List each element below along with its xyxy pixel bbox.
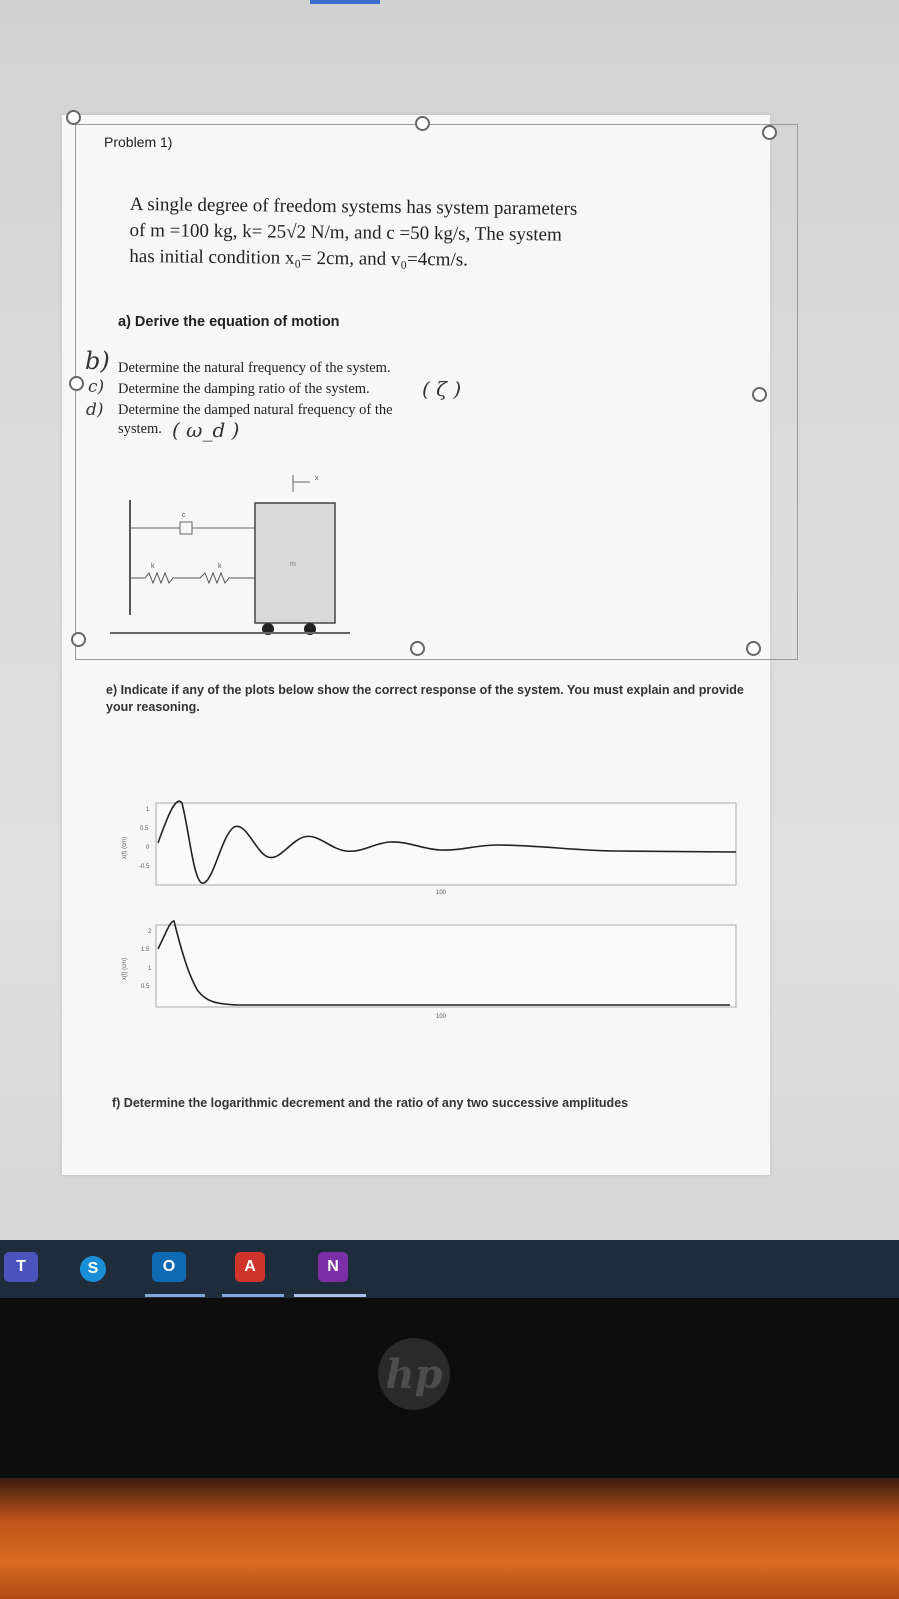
handwritten-d: d)	[86, 400, 104, 420]
open-app-indicator	[145, 1294, 205, 1297]
plot-2-tick: 1	[148, 966, 152, 972]
plot-2-tick: 2	[148, 929, 152, 935]
open-app-indicator	[222, 1294, 284, 1297]
statement-line: of m =100 kg, k= 25√2 N/m, and c =50 kg/s, The system	[129, 219, 562, 246]
active-app-indicator	[294, 1294, 366, 1297]
plot-2-frame	[156, 925, 736, 1007]
label-k1: k	[151, 563, 155, 570]
plot-1-tick: 0.5	[140, 826, 149, 832]
label-x: x	[315, 475, 319, 482]
plot-2-tick: 1.5	[141, 947, 150, 953]
plot-2	[118, 915, 743, 1015]
label-k2: k	[218, 563, 222, 570]
resize-handle[interactable]	[746, 641, 761, 656]
statement-line: has initial condition x₀= 2cm, and v₀=4cm/s.	[129, 245, 469, 271]
onenote-icon[interactable]: N	[318, 1252, 348, 1282]
handwritten-zeta: ( ζ )	[422, 377, 462, 401]
part-a: a) Derive the equation of motion	[118, 314, 340, 330]
part-c: Determine the damping ratio of the system.	[118, 381, 370, 397]
plot-1-tick: -0.5	[139, 864, 150, 870]
plot-1-ylabel: x(t) (cm)	[122, 836, 129, 860]
plot-1	[118, 795, 743, 895]
label-c: c	[182, 512, 186, 519]
plot-2-ylabel: x(t) (cm)	[122, 957, 129, 981]
plot-1-tick: 0	[146, 845, 150, 851]
label-m: m	[290, 561, 296, 568]
problem-title: Problem 1)	[104, 134, 173, 150]
part-b: Determine the natural frequency of the system.	[118, 360, 391, 376]
resize-handle[interactable]	[415, 116, 430, 131]
outlook-icon[interactable]: O	[152, 1252, 186, 1282]
resize-handle[interactable]	[69, 376, 84, 391]
taskbar	[0, 1240, 899, 1298]
problem-statement	[129, 192, 690, 276]
laptop-bezel	[0, 1298, 899, 1478]
part-e: e) Indicate if any of the plots below show the correct response of the system. You must explain and provide your reasoning.	[106, 683, 744, 714]
acrobat-icon[interactable]: A	[235, 1252, 265, 1282]
skype-icon[interactable]: S	[80, 1256, 106, 1282]
teams-icon[interactable]: T	[4, 1252, 38, 1282]
plot-1-tick: 1	[146, 807, 150, 813]
resize-handle[interactable]	[752, 387, 767, 402]
resize-handle[interactable]	[762, 125, 777, 140]
plot-2-tick: 0.5	[141, 984, 150, 990]
active-tab-indicator	[310, 0, 380, 4]
handwritten-b: b)	[85, 347, 110, 375]
resize-handle[interactable]	[66, 110, 81, 125]
handwritten-omega-d: ( ω_d )	[172, 418, 240, 442]
handwritten-c: c)	[88, 377, 105, 397]
plot-1-xtick: 100	[436, 890, 447, 896]
plot-1-frame	[156, 803, 736, 885]
part-d-line2: system.	[118, 421, 162, 437]
part-f: f) Determine the logarithmic decrement and the ratio of any two successive amplitudes	[112, 1096, 629, 1110]
resize-handle[interactable]	[410, 641, 425, 656]
damper-body	[180, 522, 192, 534]
hp-logo: hp	[378, 1338, 450, 1410]
statement-line: A single degree of freedom systems has system parameters	[129, 193, 578, 220]
part-d-line1: Determine the damped natural frequency of the	[118, 402, 393, 418]
spring-mass-damper-figure	[105, 470, 365, 645]
resize-handle[interactable]	[71, 632, 86, 647]
plot-2-xtick: 100	[436, 1014, 447, 1020]
table-surface	[0, 1478, 899, 1599]
springs	[130, 573, 255, 583]
